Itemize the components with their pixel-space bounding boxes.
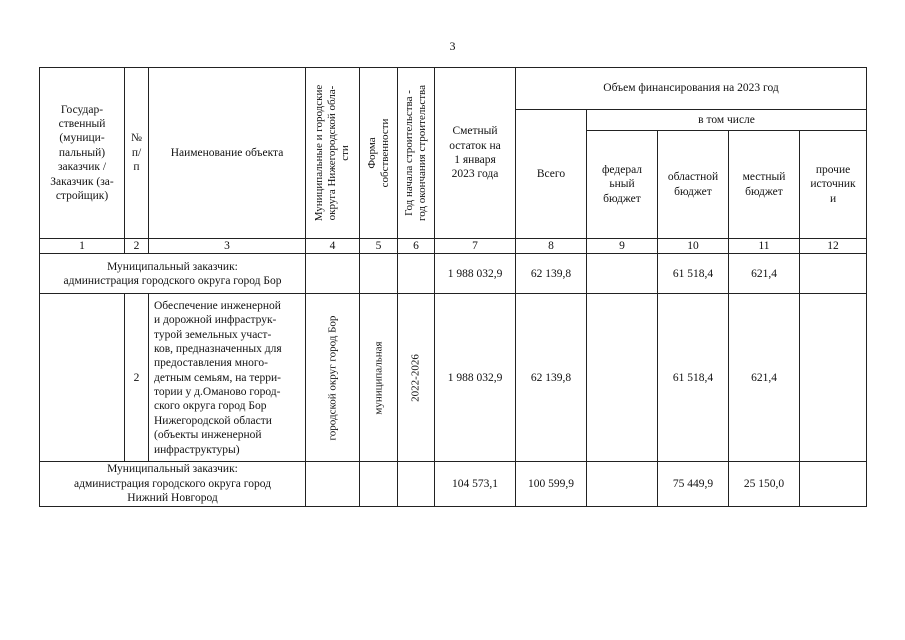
customer-bor-other [800, 254, 867, 294]
customer-bor-local: 621,4 [729, 254, 800, 294]
header-estimate: Сметный остаток на 1 января 2023 года [435, 68, 516, 239]
customer-nn-regional: 75 449,9 [658, 462, 729, 506]
customer-nn-total: 100 599,9 [516, 462, 587, 506]
customer-bor-ownership [360, 254, 398, 294]
col-num-5: 5 [360, 239, 398, 254]
object-ownership-text: муниципальная [371, 341, 384, 415]
col-num-1: 1 [40, 239, 125, 254]
customer-bor-total: 62 139,8 [516, 254, 587, 294]
financing-table [39, 67, 867, 507]
object-estimate: 1 988 032,9 [435, 294, 516, 462]
customer-bor-federal [587, 254, 658, 294]
header-local: местный бюджет [729, 131, 800, 239]
customer-nn-years [398, 462, 435, 506]
header-ownership [360, 68, 398, 239]
object-years [398, 294, 435, 462]
customer-bor-label: Муниципальный заказчик: администрация городского округа город Бор [40, 254, 306, 294]
header-municipality-text: Муниципальные и городские округа Нижегородской обла- сти [312, 84, 352, 222]
object-municipality-text: городской округ город Бор [325, 315, 338, 441]
customer-bor-years [398, 254, 435, 294]
col-num-2: 2 [125, 239, 149, 254]
object-municipality [306, 294, 360, 462]
object-customer [40, 294, 125, 462]
col-num-10: 10 [658, 239, 729, 254]
col-num-9: 9 [587, 239, 658, 254]
customer-nn-other [800, 462, 867, 506]
header-other: прочие источник и [800, 131, 867, 239]
page-number: 3 [449, 39, 456, 53]
customer-nn-label: Муниципальный заказчик: администрация городского округа город Нижний Новгород [40, 462, 306, 506]
object-years-text: 2022-2026 [409, 354, 422, 402]
customer-nn-estimate: 104 573,1 [435, 462, 516, 506]
header-num: № п/ п [125, 68, 149, 239]
header-municipality [306, 68, 360, 239]
object-total: 62 139,8 [516, 294, 587, 462]
col-num-4: 4 [306, 239, 360, 254]
header-ownership-text: Форма собственности [365, 118, 391, 188]
col-num-12: 12 [800, 239, 867, 254]
object-federal [587, 294, 658, 462]
object-num: 2 [125, 294, 149, 462]
col-num-8: 8 [516, 239, 587, 254]
header-years [398, 68, 435, 239]
customer-nn-ownership [360, 462, 398, 506]
header-funding: Объем финансирования на 2023 год [516, 68, 867, 110]
object-name: Обеспечение инженерной и дорожной инфраструк- турой земельных участ- ков, предназначенных для предоставления много- детным семьям, на терри- тории у д.Оманово город- ского округа город Бор Нижегородской области (объекты инженерной инфраструктуры) [149, 294, 306, 462]
col-num-6: 6 [398, 239, 435, 254]
object-regional: 61 518,4 [658, 294, 729, 462]
object-local: 621,4 [729, 294, 800, 462]
header-total: Всего [516, 110, 587, 239]
customer-nn-municipality [306, 462, 360, 506]
header-federal: федерал ьный бюджет [587, 131, 658, 239]
col-num-7: 7 [435, 239, 516, 254]
object-other [800, 294, 867, 462]
customer-bor-estimate: 1 988 032,9 [435, 254, 516, 294]
customer-nn-federal [587, 462, 658, 506]
header-regional: областной бюджет [658, 131, 729, 239]
customer-nn-local: 25 150,0 [729, 462, 800, 506]
col-num-3: 3 [149, 239, 306, 254]
header-years-text: Год начала строительства - год окончания строительства [402, 85, 428, 221]
customer-bor-municipality [306, 254, 360, 294]
col-num-11: 11 [729, 239, 800, 254]
header-customer: Государ- ственный (муници- пальный) заказчик / Заказчик (за- стройщик) [40, 68, 125, 239]
object-ownership [360, 294, 398, 462]
header-including: в том числе [587, 110, 867, 131]
customer-bor-regional: 61 518,4 [658, 254, 729, 294]
header-object-name: Наименование объекта [149, 68, 306, 239]
